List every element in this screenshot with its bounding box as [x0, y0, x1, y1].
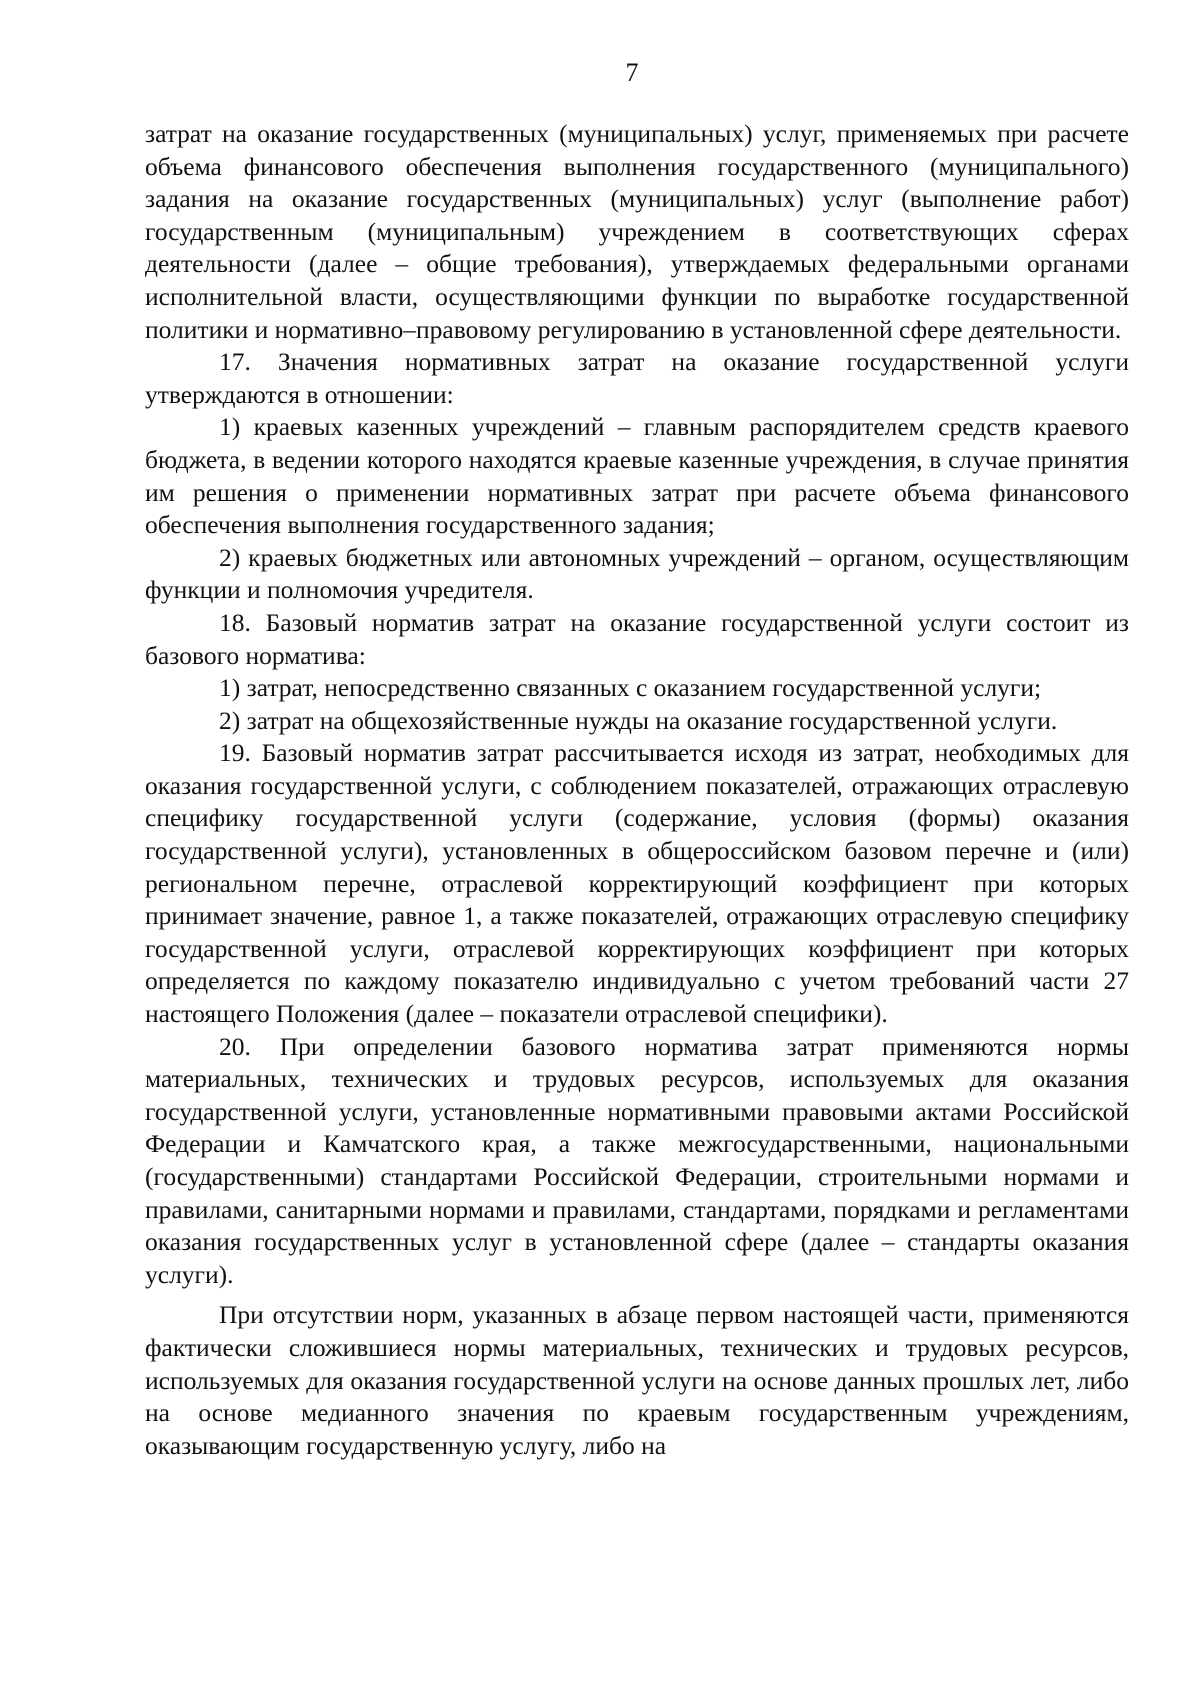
- paragraph-item-18: 18. Базовый норматив затрат на оказание государственной услуги состоит из базового норматива:: [145, 607, 1129, 670]
- paragraph-item-17-sub-2: 2) краевых бюджетных или автономных учреждений – органом, осуществляющим функции и полномочия учредителя.: [145, 542, 1129, 605]
- paragraph-item-19: 19. Базовый норматив затрат рассчитывается исходя из затрат, необходимых для оказания государственной услуги, с соблюдением показателей, отражающих отраслевую специфику государственной услуги (содержание, условия (формы) оказания государственной услуги), установленных в общероссийском базовом перечне и (или) региональном перечне, отраслевой корректирующий коэффициент при которых принимает значение, равное 1, а также показателей, отражающих отраслевую специфику государственной услуги, отраслевой корректирующих коэффициент при которых определяется по каждому показателю индивидуально с учетом требований части 27 настоящего Положения (далее – показатели отраслевой специфики).: [145, 738, 1129, 1029]
- paragraph-item-20: 20. При определении базового норматива затрат применяются нормы материальных, технических и трудовых ресурсов, используемых для оказания государственной услуги, установленные нормативными правовыми актами Российской Федерации и Камчатского края, а также межгосударственными, национальными (государственными) стандартами Российской Федерации, строительными нормами и правилами, санитарными нормами и правилами, стандартами, порядками и регламентами оказания государственных услуг в установленной сфере (далее – стандарты оказания услуги).: [145, 1031, 1129, 1289]
- paragraph-continuation: затрат на оказание государственных (муниципальных) услуг, применяемых при расчете объема финансового обеспечения выполнения государственного (муниципального) задания на оказание государственных (муниципальных) услуг (выполнение работ) государственным (муниципальным) учреждением в соответствующих сферах деятельности (далее – общие требования), утверждаемых федеральными органами исполнительной власти, осуществляющими функции по выработке государственной политики и нормативно–правовому регулированию в установленной сфере деятельности.: [145, 119, 1129, 344]
- paragraph-item-17-sub-1: 1) краевых казенных учреждений – главным распорядителем средств краевого бюджета, в ведении которого находятся краевые казенные учреждения, в случае принятия им решения о применении нормативных затрат при расчете объема финансового обеспечения выполнения государственного задания;: [145, 412, 1129, 540]
- paragraph-item-20-part-2: При отсутствии норм, указанных в абзаце первом настоящей части, применяются фактически сложившиеся нормы материальных, технических и трудовых ресурсов, используемых для оказания государственной услуги на основе данных прошлых лет, либо на основе медианного значения по краевым государственным учреждениям, оказывающим государственную услугу, либо на: [145, 1300, 1129, 1460]
- paragraph-item-18-sub-1: 1) затрат, непосредственно связанных с оказанием государственной услуги;: [219, 673, 1042, 703]
- page-number: 7: [625, 58, 639, 87]
- paragraph-item-18-sub-2: 2) затрат на общехозяйственные нужды на оказание государственной услуги.: [219, 705, 1058, 735]
- paragraph-item-17: 17. Значения нормативных затрат на оказание государственной услуги утверждаются в отношении:: [145, 347, 1129, 409]
- document-body: [145, 118, 1129, 1462]
